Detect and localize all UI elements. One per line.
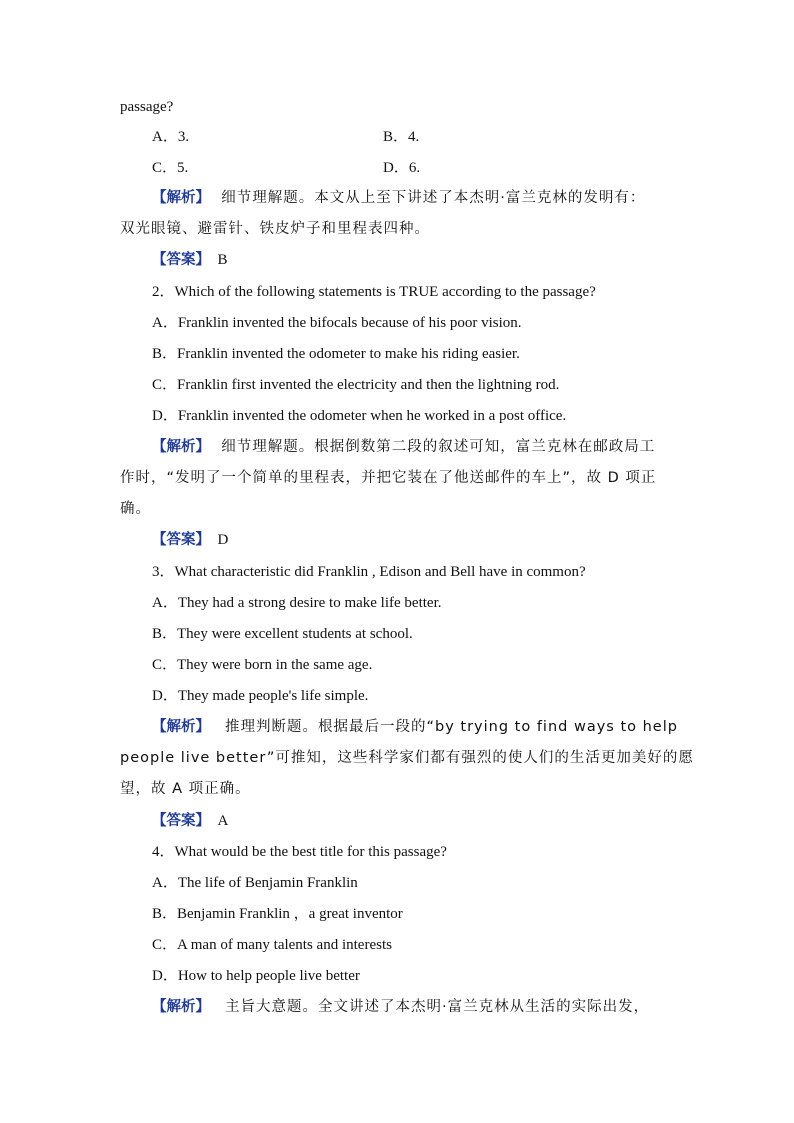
option-b: B．Franklin invented the odometer to make his riding easier. (152, 346, 520, 362)
option-c: C．They were born in the same age. (152, 657, 373, 673)
question-stem-tail: passage? (120, 99, 174, 115)
analysis-tag: 【解析】 (152, 999, 210, 1015)
option-a: A．They had a strong desire to make life better. (152, 595, 442, 611)
answer-tag: 【答案】 (152, 252, 210, 268)
option-d: D．6. (383, 160, 421, 176)
option-b: B．4. (383, 129, 420, 145)
analysis-line: 【解析】 推理判断题。根据最后一段的“by trying to find ways to help (152, 719, 678, 735)
option-a: A．3. (152, 129, 190, 145)
answer-line (152, 811, 228, 831)
analysis-tag: 【解析】 (152, 719, 210, 735)
option-c: C．5. (152, 160, 189, 176)
question-stem: 4．What would be the best title for this passage? (152, 844, 447, 860)
question-stem: 3．What characteristic did Franklin , Edison and Bell have in common? (152, 564, 586, 580)
answer-tag: 【答案】 (152, 532, 210, 548)
option-c: C．A man of many talents and interests (152, 937, 392, 953)
analysis-line: 【解析】 细节理解题。本文从上至下讲述了本杰明·富兰克林的发明有： (152, 190, 646, 206)
analysis-line: people live better”可推知，这些科学家们都有强烈的使人们的生活更加美好的愿 (120, 750, 694, 766)
option-b: B．Benjamin Franklin ，a great inventor (152, 906, 403, 922)
option-a: A．Franklin invented the bifocals because of his poor vision. (152, 315, 522, 331)
analysis-tag: 【解析】 (152, 439, 210, 455)
analysis-line: 【解析】 细节理解题。根据倒数第二段的叙述可知，富兰克林在邮政局工 (152, 439, 656, 455)
analysis-line: 【解析】 主旨大意题。全文讲述了本杰明·富兰克林从生活的实际出发， (152, 999, 650, 1015)
question-stem: 2．Which of the following statements is TRUE according to the passage? (152, 284, 596, 300)
option-c: C．Franklin first invented the electricity and then the lightning rod. (152, 377, 560, 393)
option-b: B．They were excellent students at school. (152, 626, 413, 642)
analysis-line: 望，故 A 项正确。 (120, 781, 251, 797)
option-d: D．Franklin invented the odometer when he worked in a post office. (152, 408, 567, 424)
analysis-line: 双光眼镜、避雷针、铁皮炉子和里程表四种。 (120, 221, 430, 237)
analysis-line: 作时，“发明了一个简单的里程表，并把它装在了他送邮件的车上”，故 D 项正 (120, 470, 657, 486)
answer-line (152, 530, 228, 550)
answer-line (152, 250, 228, 270)
answer-value: A (217, 813, 229, 829)
answer-value: B (217, 252, 228, 268)
answer-value: D (217, 532, 229, 548)
analysis-line: 确。 (120, 501, 151, 517)
option-d: D．How to help people live better (152, 968, 360, 984)
analysis-tag: 【解析】 (152, 190, 210, 206)
option-a: A．The life of Benjamin Franklin (152, 875, 358, 891)
answer-tag: 【答案】 (152, 813, 210, 829)
option-d: D．They made people's life simple. (152, 688, 369, 704)
